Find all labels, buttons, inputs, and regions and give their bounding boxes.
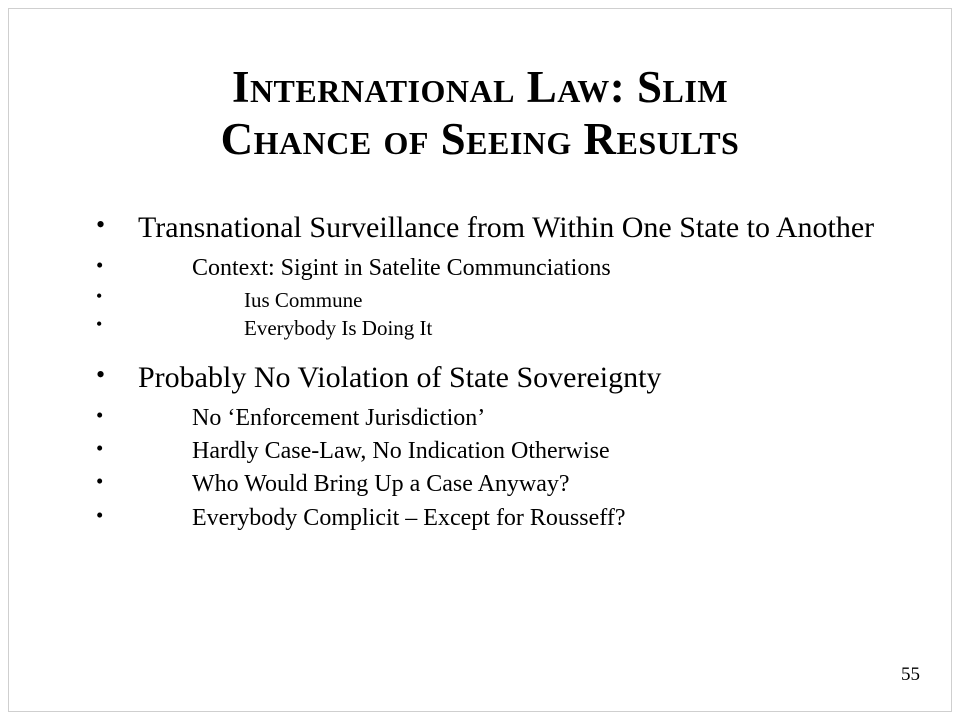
slide-title-line-2: Chance of Seeing Results [220, 113, 740, 164]
list-item [96, 314, 896, 342]
bullet-icon: • [96, 403, 104, 428]
bullet-icon: • [96, 436, 104, 461]
list-item [96, 436, 896, 467]
bullet-icon: • [96, 502, 104, 527]
list-item-text: Everybody Is Doing It [244, 316, 433, 341]
bullet-icon: • [96, 469, 104, 494]
page-number: 55 [901, 664, 920, 685]
list-item [96, 360, 896, 397]
list-item-text: No ‘Enforcement Jurisdiction’ [192, 405, 486, 432]
bullet-icon: • [96, 252, 104, 277]
section-spacer [96, 342, 896, 360]
list-item-text: Ius Commune [244, 287, 363, 312]
list-item-text: Transnational Surveillance from Within One State to Another [138, 211, 875, 244]
list-item [96, 210, 896, 247]
bullet-icon: • [96, 285, 103, 306]
bullet-icon: • [96, 360, 106, 390]
list-item-text: Who Would Bring Up a Case Anyway? [192, 471, 570, 498]
list-item [96, 503, 896, 534]
slide-title [60, 62, 900, 166]
list-item [96, 253, 896, 284]
list-item-text: Probably No Violation of State Sovereignty [138, 361, 662, 395]
list-item [96, 286, 896, 314]
slide-body [96, 210, 896, 536]
list-item [96, 403, 896, 434]
list-item-text: Context: Sigint in Satelite Communciations [192, 254, 611, 281]
bullet-icon: • [96, 314, 103, 335]
list-item-text: Everybody Complicit – Except for Rousseff? [192, 504, 626, 531]
list-item-text: Hardly Case-Law, No Indication Otherwise [192, 438, 610, 465]
bullet-list [96, 210, 896, 534]
list-item [96, 469, 896, 500]
bullet-icon: • [96, 210, 106, 239]
slide-title-line-1: International Law: Slim [231, 62, 729, 112]
